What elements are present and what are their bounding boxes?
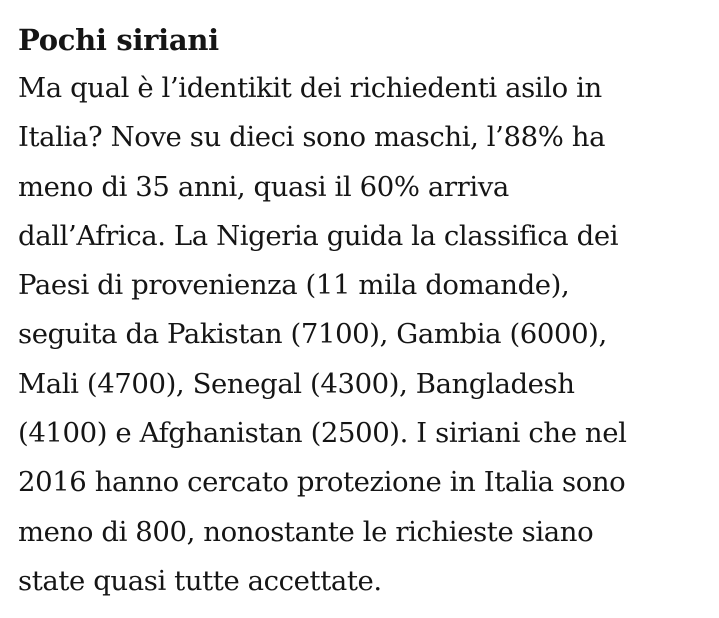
paragraph-line: Paesi di provenienza (11 mila domande), (18, 269, 570, 302)
paragraph-line: dall’Africa. La Nigeria guida la classifica dei (18, 219, 619, 252)
paragraph-line: (4100) e Afghanistan (2500). I siriani che nel (18, 417, 627, 450)
paragraph-line: meno di 35 anni, quasi il 60% arriva (18, 170, 509, 203)
section-heading: Pochi siriani (18, 23, 219, 57)
article-excerpt (18, 16, 714, 606)
article-paragraph (18, 64, 714, 606)
paragraph-line: Mali (4700), Senegal (4300), Bangladesh (18, 367, 575, 400)
paragraph-line: meno di 800, nonostante le richieste siano (18, 515, 594, 548)
paragraph-line: seguita da Pakistan (7100), Gambia (6000), (18, 318, 607, 351)
paragraph-line: 2016 hanno cercato protezione in Italia sono (18, 466, 626, 499)
paragraph-line: Ma qual è l’identikit dei richiedenti asilo in (18, 72, 602, 104)
paragraph-line: state quasi tutte accettate. (18, 564, 382, 597)
paragraph-line: Italia? Nove su dieci sono maschi, l’88% ha (18, 121, 606, 154)
